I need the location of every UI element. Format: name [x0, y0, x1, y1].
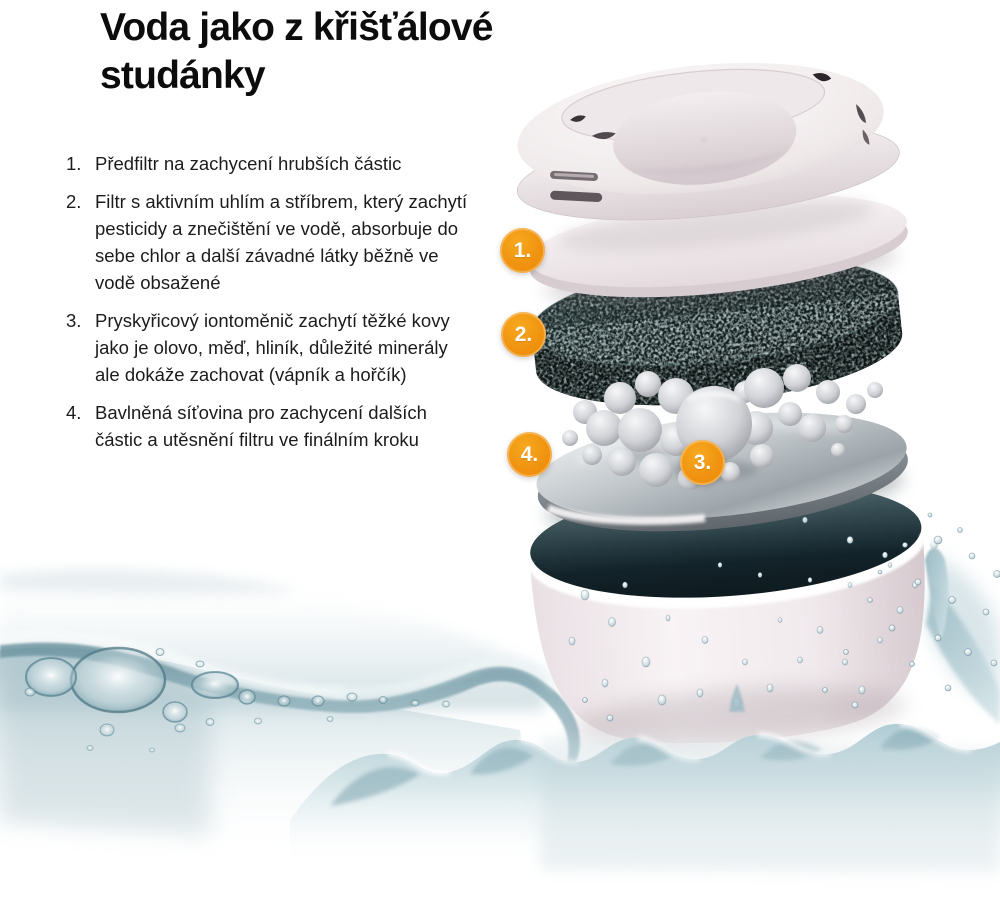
step-badge-1: 1. [500, 228, 545, 273]
list-item-2 [66, 188, 470, 296]
list-item-text: Filtr s aktivním uhlím a stříbrem, který zachytí pesticidy a znečištění ve vodě, absorbuje do sebe chlor a další závadné látky běžně ve vodě obsažené [95, 191, 468, 293]
list-item-number: 2. [66, 191, 82, 212]
list-item-text: Pryskyřicový iontoměnič zachytí těžké kovy jako je olovo, měď, hliník, důležité minerály ale dokáže zachovat (vápník a hořčík) [95, 310, 450, 385]
step-badge-4: 4. [507, 432, 552, 477]
list-item-number: 3. [66, 310, 82, 331]
list-item-text: Předfiltr na zachycení hrubších částic [95, 153, 402, 174]
page-title: Voda jako z křišťálové studánky [100, 6, 493, 97]
list-item-1 [66, 150, 470, 177]
list-item-4 [66, 399, 470, 453]
step-badge-2: 2. [501, 312, 546, 357]
list-item-3 [66, 307, 470, 388]
list-item-number: 1. [66, 153, 82, 174]
list-item-number: 4. [66, 402, 82, 423]
feature-list [66, 150, 470, 464]
step-badge-3: 3. [680, 440, 725, 485]
list-item-text: Bavlněná síťovina pro zachycení dalších částic a utěsnění filtru ve finálním kroku [95, 402, 427, 450]
